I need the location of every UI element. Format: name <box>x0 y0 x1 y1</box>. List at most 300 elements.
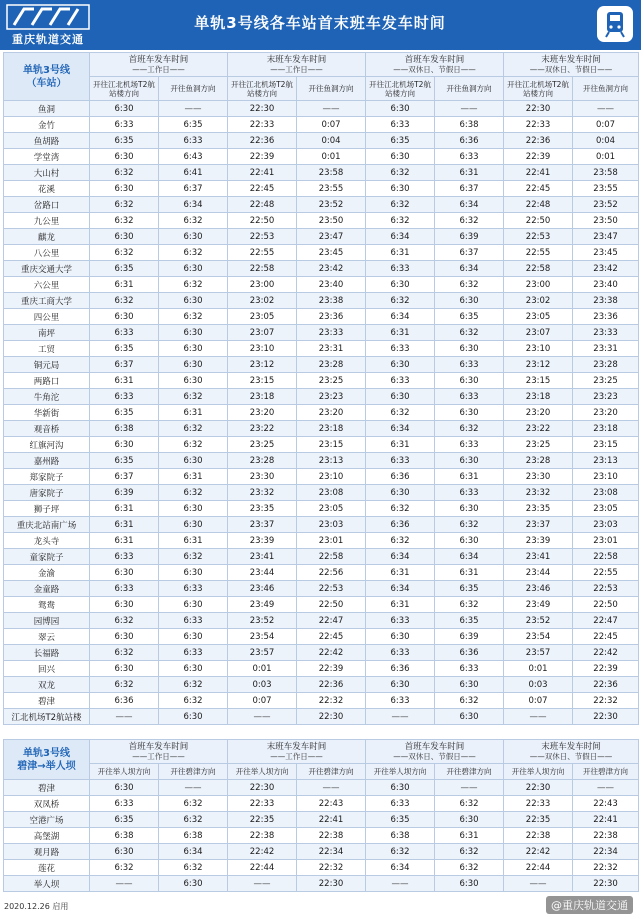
time-cell: 23:15 <box>297 437 366 453</box>
station-name-cell: 岔路口 <box>4 197 90 213</box>
time-cell: 6:34 <box>366 549 435 565</box>
time-cell: —— <box>366 876 435 892</box>
time-cell: 6:30 <box>435 341 504 357</box>
time-cell: 6:30 <box>435 533 504 549</box>
timetable-row <box>4 693 639 709</box>
time-cell: 23:28 <box>504 453 573 469</box>
time-cell: 6:32 <box>90 677 159 693</box>
time-cell: 23:15 <box>228 373 297 389</box>
station-name-cell: 金童路 <box>4 581 90 597</box>
time-cell: 6:30 <box>366 149 435 165</box>
time-cell: 6:33 <box>435 357 504 373</box>
time-cell: 22:34 <box>573 844 639 860</box>
time-cell: 6:32 <box>90 645 159 661</box>
time-cell: 6:33 <box>435 149 504 165</box>
time-cell: —— <box>90 709 159 725</box>
station-name-cell: 重庆北站南广场 <box>4 517 90 533</box>
time-cell: 23:18 <box>573 421 639 437</box>
time-cell: 22:53 <box>573 581 639 597</box>
time-cell: 22:30 <box>504 101 573 117</box>
time-cell: 6:38 <box>90 828 159 844</box>
station-name-cell: 牛角沱 <box>4 389 90 405</box>
time-cell: 6:32 <box>366 501 435 517</box>
time-cell: 6:33 <box>366 645 435 661</box>
station-name-cell: 九公里 <box>4 213 90 229</box>
time-cell: 22:38 <box>573 828 639 844</box>
time-cell: 22:42 <box>297 645 366 661</box>
time-cell: 22:53 <box>297 581 366 597</box>
time-cell: 6:37 <box>435 181 504 197</box>
time-cell: 22:30 <box>504 780 573 796</box>
time-cell: 22:55 <box>504 245 573 261</box>
time-cell: 6:33 <box>366 117 435 133</box>
timetable-row <box>4 860 639 876</box>
time-cell: 6:32 <box>159 389 228 405</box>
time-cell: 6:30 <box>435 373 504 389</box>
timetable-row <box>4 309 639 325</box>
timetable-row <box>4 357 639 373</box>
time-cell: 22:39 <box>504 149 573 165</box>
time-cell: 23:00 <box>228 277 297 293</box>
time-cell: 23:07 <box>504 325 573 341</box>
header-bar <box>0 0 641 50</box>
time-cell: 22:30 <box>573 709 639 725</box>
time-cell: 23:23 <box>573 389 639 405</box>
time-cell: 6:33 <box>90 549 159 565</box>
time-cell: 23:10 <box>297 469 366 485</box>
timetable-branch <box>3 739 639 892</box>
time-cell: 23:03 <box>297 517 366 533</box>
time-cell: —— <box>228 709 297 725</box>
time-cell: 22:50 <box>573 597 639 613</box>
time-cell: 6:33 <box>90 389 159 405</box>
station-name-cell: 碧津 <box>4 780 90 796</box>
time-cell: 6:37 <box>90 357 159 373</box>
timetable-row <box>4 165 639 181</box>
time-cell: 6:32 <box>435 844 504 860</box>
time-cell: 6:30 <box>435 876 504 892</box>
station-name-cell: 双龙 <box>4 677 90 693</box>
time-cell: 6:31 <box>159 533 228 549</box>
time-cell: 23:39 <box>228 533 297 549</box>
group-header: 首班车发车时间 ——工作日—— <box>90 740 228 764</box>
time-cell: 23:52 <box>504 613 573 629</box>
time-cell: 6:32 <box>159 309 228 325</box>
time-cell: 23:18 <box>504 389 573 405</box>
time-cell: 6:33 <box>366 796 435 812</box>
time-cell: 6:33 <box>159 613 228 629</box>
time-cell: 23:33 <box>573 325 639 341</box>
time-cell: 6:30 <box>90 309 159 325</box>
time-cell: 6:32 <box>366 213 435 229</box>
time-cell: 6:30 <box>159 629 228 645</box>
timetable-row <box>4 149 639 165</box>
time-cell: 23:50 <box>573 213 639 229</box>
time-cell: 22:43 <box>573 796 639 812</box>
time-cell: 6:32 <box>366 844 435 860</box>
time-cell: 6:32 <box>435 693 504 709</box>
station-name-cell: 郑家院子 <box>4 469 90 485</box>
time-cell: 6:32 <box>366 293 435 309</box>
time-cell: 6:35 <box>90 341 159 357</box>
timetable-row <box>4 101 639 117</box>
time-cell: 23:52 <box>228 613 297 629</box>
time-cell: 6:32 <box>435 421 504 437</box>
station-name-cell: 唐家院子 <box>4 485 90 501</box>
time-cell: 6:32 <box>90 197 159 213</box>
time-cell: 6:35 <box>366 133 435 149</box>
time-cell: 0:07 <box>573 117 639 133</box>
timetable-row <box>4 213 639 229</box>
time-cell: 23:40 <box>573 277 639 293</box>
time-cell: 6:30 <box>90 565 159 581</box>
time-cell: 6:35 <box>90 405 159 421</box>
time-cell: 6:30 <box>366 357 435 373</box>
time-cell: 23:28 <box>228 453 297 469</box>
time-cell: 23:00 <box>504 277 573 293</box>
time-cell: 6:30 <box>90 181 159 197</box>
timetable-row <box>4 373 639 389</box>
time-cell: 23:02 <box>228 293 297 309</box>
time-cell: 6:35 <box>90 133 159 149</box>
time-cell: 6:31 <box>90 373 159 389</box>
time-cell: —— <box>297 780 366 796</box>
time-cell: 6:34 <box>435 261 504 277</box>
time-cell: 23:55 <box>573 181 639 197</box>
time-cell: 6:32 <box>366 533 435 549</box>
time-cell: 6:38 <box>159 828 228 844</box>
time-cell: 6:32 <box>159 245 228 261</box>
timetable-row <box>4 389 639 405</box>
time-cell: 22:48 <box>504 197 573 213</box>
station-name-cell: 六公里 <box>4 277 90 293</box>
station-name-cell: 嘉州路 <box>4 453 90 469</box>
station-column-header: 单轨3号线 碧津→举人坝 <box>4 740 90 780</box>
group-header: 末班车发车时间 ——工作日—— <box>228 53 366 77</box>
timetable-row <box>4 229 639 245</box>
time-cell: 6:30 <box>90 101 159 117</box>
time-cell: 23:40 <box>297 277 366 293</box>
time-cell: 23:25 <box>228 437 297 453</box>
station-name-cell: 金渝 <box>4 565 90 581</box>
time-cell: 6:30 <box>159 357 228 373</box>
time-cell: 23:42 <box>573 261 639 277</box>
time-cell: 23:47 <box>297 229 366 245</box>
time-cell: 6:33 <box>90 325 159 341</box>
time-cell: 6:39 <box>435 229 504 245</box>
time-cell: 6:35 <box>90 261 159 277</box>
time-cell: 23:46 <box>228 581 297 597</box>
time-cell: 23:38 <box>297 293 366 309</box>
time-cell: 6:30 <box>159 453 228 469</box>
time-cell: 23:05 <box>297 501 366 517</box>
time-cell: 6:32 <box>159 677 228 693</box>
time-cell: 6:34 <box>366 860 435 876</box>
time-cell: 23:25 <box>297 373 366 389</box>
time-cell: 6:30 <box>159 661 228 677</box>
time-cell: 6:36 <box>366 517 435 533</box>
time-cell: 22:32 <box>297 860 366 876</box>
timetable-row <box>4 780 639 796</box>
time-cell: 22:43 <box>297 796 366 812</box>
time-cell: 6:35 <box>435 613 504 629</box>
time-cell: 22:39 <box>573 661 639 677</box>
time-cell: 23:50 <box>297 213 366 229</box>
time-cell: —— <box>90 876 159 892</box>
group-header: 末班车发车时间 ——双休日、节假日—— <box>504 53 639 77</box>
time-cell: —— <box>159 780 228 796</box>
time-cell: 22:45 <box>297 629 366 645</box>
time-cell: 22:44 <box>228 860 297 876</box>
time-cell: 22:58 <box>573 549 639 565</box>
station-name-cell: 四公里 <box>4 309 90 325</box>
time-cell: 23:52 <box>573 197 639 213</box>
time-cell: 6:32 <box>159 860 228 876</box>
station-name-cell: 举人坝 <box>4 876 90 892</box>
time-cell: 22:35 <box>228 812 297 828</box>
time-cell: 23:41 <box>504 549 573 565</box>
timetable-row <box>4 469 639 485</box>
time-cell: 6:30 <box>159 293 228 309</box>
time-cell: 22:36 <box>297 677 366 693</box>
time-cell: 6:31 <box>159 405 228 421</box>
time-cell: 6:32 <box>159 437 228 453</box>
time-cell: 6:33 <box>159 581 228 597</box>
time-cell: 23:49 <box>228 597 297 613</box>
timetable-row <box>4 661 639 677</box>
time-cell: 6:30 <box>435 812 504 828</box>
time-cell: 23:47 <box>573 229 639 245</box>
time-cell: 6:38 <box>435 117 504 133</box>
time-cell: 22:39 <box>297 661 366 677</box>
time-cell: 22:58 <box>504 261 573 277</box>
timetable-row <box>4 437 639 453</box>
time-cell: 6:32 <box>159 812 228 828</box>
timetable-row <box>4 812 639 828</box>
time-cell: 23:28 <box>297 357 366 373</box>
time-cell: 22:41 <box>573 812 639 828</box>
time-cell: 6:35 <box>159 117 228 133</box>
station-name-cell: 鱼洞 <box>4 101 90 117</box>
station-name-cell: 江北机场T2航站楼 <box>4 709 90 725</box>
time-cell: 6:30 <box>159 341 228 357</box>
time-cell: 22:36 <box>228 133 297 149</box>
station-name-cell: 铜元局 <box>4 357 90 373</box>
station-name-cell: 长福路 <box>4 645 90 661</box>
timetable-row <box>4 581 639 597</box>
timetable-row <box>4 549 639 565</box>
timetable-row <box>4 325 639 341</box>
time-cell: 6:30 <box>366 677 435 693</box>
time-cell: 23:49 <box>504 597 573 613</box>
time-cell: 23:20 <box>228 405 297 421</box>
timetable-branch-body <box>4 780 639 892</box>
time-cell: 23:01 <box>297 533 366 549</box>
time-cell: 6:36 <box>435 133 504 149</box>
time-cell: 6:33 <box>435 485 504 501</box>
time-cell: 6:35 <box>366 812 435 828</box>
time-cell: 6:30 <box>366 277 435 293</box>
time-cell: —— <box>366 709 435 725</box>
weibo-watermark: @重庆轨道交通 <box>546 896 633 914</box>
time-cell: 22:38 <box>228 828 297 844</box>
time-cell: 22:34 <box>297 844 366 860</box>
time-cell: 22:42 <box>504 844 573 860</box>
time-cell: 6:32 <box>435 325 504 341</box>
time-cell: 6:39 <box>90 485 159 501</box>
time-cell: 6:30 <box>366 389 435 405</box>
station-name-cell: 童家院子 <box>4 549 90 565</box>
timetable-row <box>4 261 639 277</box>
time-cell: 23:08 <box>297 485 366 501</box>
logo-text: 重庆轨道交通 <box>12 33 84 46</box>
station-name-cell: 双凤桥 <box>4 796 90 812</box>
station-name-cell: 麒龙 <box>4 229 90 245</box>
time-cell: —— <box>504 876 573 892</box>
timetable-row <box>4 629 639 645</box>
timetable-row <box>4 597 639 613</box>
time-cell: 6:30 <box>366 101 435 117</box>
timetable-row <box>4 677 639 693</box>
time-cell: 23:31 <box>297 341 366 357</box>
time-cell: 6:37 <box>435 245 504 261</box>
time-cell: 22:41 <box>504 165 573 181</box>
time-cell: 23:58 <box>297 165 366 181</box>
timetable-row <box>4 485 639 501</box>
time-cell: 23:38 <box>573 293 639 309</box>
time-cell: 6:31 <box>366 325 435 341</box>
direction-header: 开往碧津方向 <box>159 764 228 780</box>
time-cell: 6:31 <box>90 517 159 533</box>
timetable-row <box>4 405 639 421</box>
station-name-cell: 鱼胡路 <box>4 133 90 149</box>
time-cell: 23:30 <box>228 469 297 485</box>
station-name-cell: 鸳鸯 <box>4 597 90 613</box>
time-cell: 6:36 <box>366 661 435 677</box>
direction-header: 开往举人坝方向 <box>366 764 435 780</box>
time-cell: 22:58 <box>297 549 366 565</box>
direction-header: 开往江北机场T2航站楼方向 <box>228 77 297 101</box>
time-cell: —— <box>159 101 228 117</box>
time-cell: 6:30 <box>366 181 435 197</box>
timetable-main <box>3 52 639 725</box>
time-cell: 23:41 <box>228 549 297 565</box>
time-cell: 6:30 <box>159 229 228 245</box>
station-name-cell: 碧津 <box>4 693 90 709</box>
station-name-cell: 两路口 <box>4 373 90 389</box>
time-cell: —— <box>435 780 504 796</box>
group-header: 末班车发车时间 ——工作日—— <box>228 740 366 764</box>
time-cell: 6:30 <box>159 517 228 533</box>
time-cell: —— <box>228 876 297 892</box>
timetable-row <box>4 341 639 357</box>
time-cell: 0:07 <box>297 117 366 133</box>
time-cell: 6:34 <box>435 549 504 565</box>
time-cell: 6:30 <box>159 261 228 277</box>
time-cell: 6:33 <box>435 437 504 453</box>
time-cell: 22:47 <box>573 613 639 629</box>
time-cell: 6:30 <box>90 437 159 453</box>
time-cell: 6:31 <box>435 828 504 844</box>
page-title: 单轨3号线各车站首末班车发车时间 <box>194 14 446 32</box>
time-cell: 6:31 <box>159 469 228 485</box>
time-cell: 22:38 <box>297 828 366 844</box>
time-cell: 6:30 <box>159 709 228 725</box>
time-cell: 22:33 <box>228 117 297 133</box>
time-cell: 6:30 <box>435 405 504 421</box>
direction-header: 开往举人坝方向 <box>504 764 573 780</box>
time-cell: 6:32 <box>435 597 504 613</box>
timetable-row <box>4 245 639 261</box>
timetable-row <box>4 277 639 293</box>
time-cell: 22:56 <box>297 565 366 581</box>
time-cell: 22:32 <box>573 693 639 709</box>
time-cell: 6:30 <box>90 629 159 645</box>
time-cell: 6:33 <box>90 796 159 812</box>
time-cell: 6:33 <box>366 341 435 357</box>
time-cell: 6:31 <box>435 565 504 581</box>
timetable-row <box>4 613 639 629</box>
time-cell: 22:50 <box>228 213 297 229</box>
time-cell: 22:33 <box>228 796 297 812</box>
direction-header: 开往举人坝方向 <box>90 764 159 780</box>
time-cell: 23:10 <box>573 469 639 485</box>
time-cell: 22:45 <box>573 629 639 645</box>
time-cell: 23:30 <box>504 469 573 485</box>
time-cell: 23:05 <box>504 309 573 325</box>
time-cell: 23:44 <box>228 565 297 581</box>
time-cell: 6:30 <box>90 661 159 677</box>
time-cell: 6:32 <box>90 860 159 876</box>
time-cell: 6:31 <box>366 565 435 581</box>
time-cell: 6:38 <box>366 828 435 844</box>
station-name-cell: 南坪 <box>4 325 90 341</box>
time-cell: 23:13 <box>297 453 366 469</box>
time-cell: 22:55 <box>573 565 639 581</box>
station-name-cell: 高堡湖 <box>4 828 90 844</box>
cqrail-logo-mark-icon <box>6 4 90 30</box>
station-name-cell: 回兴 <box>4 661 90 677</box>
time-cell: 6:33 <box>90 117 159 133</box>
time-cell: 6:33 <box>366 261 435 277</box>
time-cell: 6:32 <box>90 165 159 181</box>
station-name-cell: 重庆工商大学 <box>4 293 90 309</box>
time-cell: 22:32 <box>573 860 639 876</box>
timetable-row <box>4 293 639 309</box>
station-name-cell: 花溪 <box>4 181 90 197</box>
time-cell: 6:33 <box>90 581 159 597</box>
time-cell: 6:32 <box>159 796 228 812</box>
timetable-row <box>4 517 639 533</box>
timetable-row <box>4 181 639 197</box>
direction-header: 开往江北机场T2航站楼方向 <box>504 77 573 101</box>
time-cell: —— <box>573 101 639 117</box>
time-cell: 6:32 <box>435 213 504 229</box>
time-cell: 23:36 <box>297 309 366 325</box>
time-cell: 22:50 <box>504 213 573 229</box>
time-cell: 22:30 <box>228 101 297 117</box>
station-name-cell: 八公里 <box>4 245 90 261</box>
time-cell: 6:35 <box>435 581 504 597</box>
time-cell: 22:53 <box>504 229 573 245</box>
time-cell: 23:02 <box>504 293 573 309</box>
time-cell: 22:30 <box>228 780 297 796</box>
time-cell: —— <box>573 780 639 796</box>
time-cell: 6:37 <box>159 181 228 197</box>
time-cell: 23:32 <box>504 485 573 501</box>
time-cell: 22:44 <box>504 860 573 876</box>
time-cell: 22:58 <box>228 261 297 277</box>
